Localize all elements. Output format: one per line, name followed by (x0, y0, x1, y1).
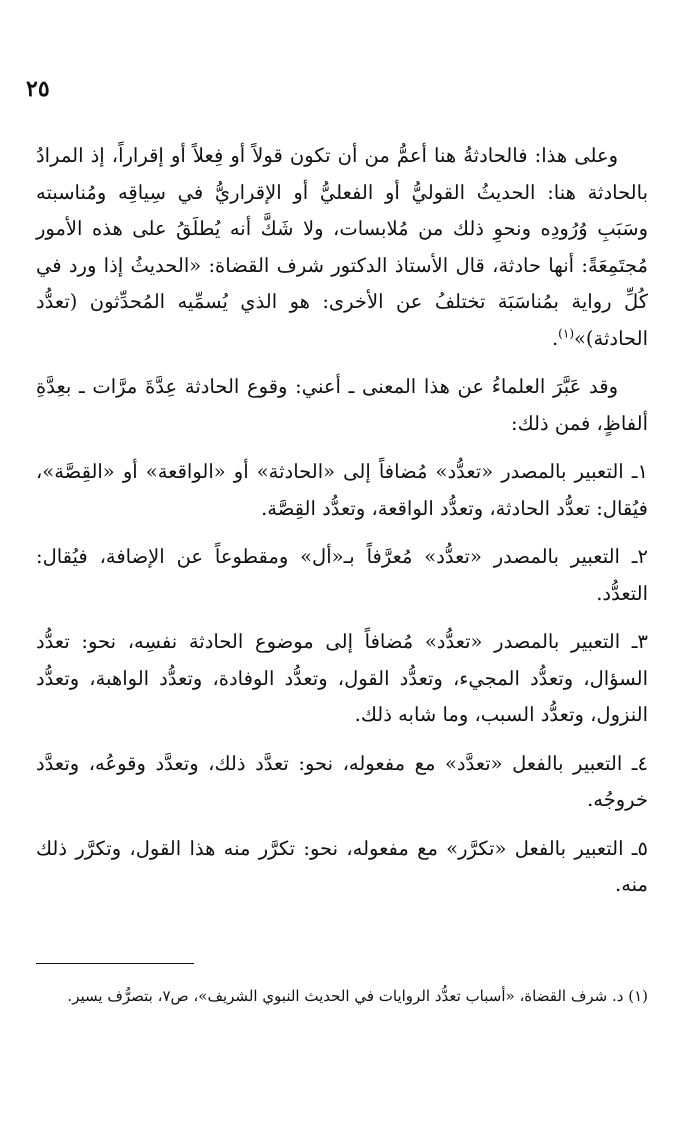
paragraph-definition (36, 138, 648, 357)
footnote-reference: (١) (558, 326, 574, 340)
list-item-4: ٤ـ التعبير بالفعل «تعدَّد» مع مفعوله، نحو: تعدَّد ذلك، وتعدَّد وقوعُه، وتعدَّد خروجُه. (36, 751, 648, 811)
list-item-3: ٣ـ التعبير بالمصدر «تعدُّد» مُضافاً إلى موضوع الحادثة نفسِه، نحو: تعدُّد السؤال، وتعدُّد المجيء، وتعدُّد القول، وتعدُّد الوفادة، وتعدُّد الواهبة، وتعدُّد النزول، وتعدُّد السبب، وما شابه ذلك. (36, 630, 648, 726)
paragraph-intro: وقد عَبَّرَ العلماءُ عن هذا المعنى ـ أعني: وقوع الحادثة عِدَّةَ مرَّات ـ بعِدَّةِ ألفاظٍ، فمن ذلك: (36, 375, 648, 435)
body-text (36, 138, 648, 916)
footnote-text: (١) د. شرف القضاة، «أسباب تعدُّد الروايات في الحديث النبوي الشريف»، ص٧، بتصرُّف يسير. (67, 987, 648, 1005)
page-number: ٢٥ (26, 76, 50, 102)
footnote-divider (36, 963, 194, 964)
paragraph-text: وعلى هذا: فالحادثةُ هنا أعمُّ من أن تكون قولاً أو فِعلاً أو إقراراً، إذ المرادُ بالحادثة هنا: الحديثُ القوليُّ أو الفعليُّ أو الإقراريُّ في سِياقِه ومُناسبته وسَبَبِ وُرُودِه ونحوِ ذلك من مُلابسات، ولا شَكَّ أنه يُطلَقُ على هذه الأمور مُجتَمِعَةً: أنها حادثة، قال الأستاذ الدكتور شرف القضاة: «الحديثُ إذا ورد في كُلِّ رواية بمُناسَبَة تختلفُ عن الأخرى: هو الذي يُسمِّيه المُحدِّثون (تعدُّد الحادثة)» (36, 144, 648, 350)
list-item-2: ٢ـ التعبير بالمصدر «تعدُّد» مُعرَّفاً بـ«أل» ومقطوعاً عن الإضافة، فيُقال: التعدُّد. (36, 545, 648, 605)
list-item-1: ١ـ التعبير بالمصدر «تعدُّد» مُضافاً إلى «الحادثة» أو «الواقعة» أو «القِصَّة»، فيُقال: تعدُّد الحادثة، وتعدُّد الواقعة، وتعدُّد القِصَّة. (36, 460, 648, 520)
paragraph-tail: . (551, 326, 559, 350)
list-item-5: ٥ـ التعبير بالفعل «تكرَّر» مع مفعوله، نحو: تكرَّر منه هذا القول، وتكرَّر ذلك منه. (36, 836, 648, 896)
